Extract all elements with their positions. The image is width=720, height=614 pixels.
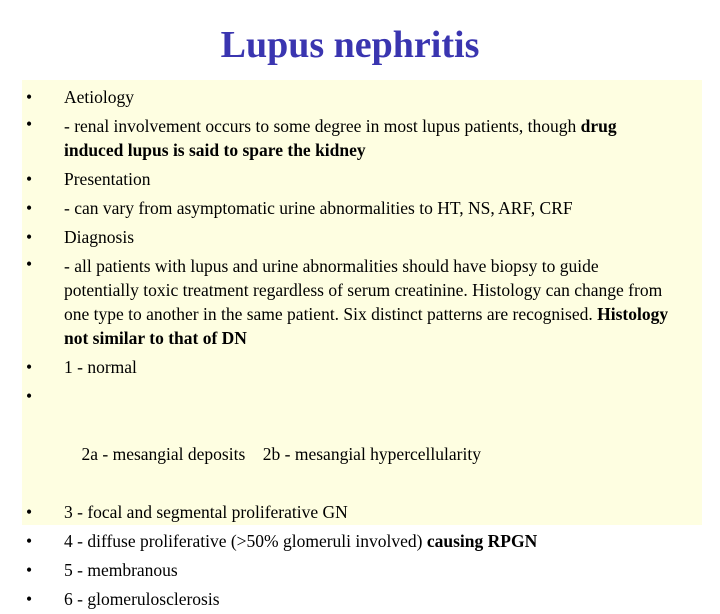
bullet-text: Diagnosis [64, 227, 134, 247]
bullet-text: - renal involvement occurs to some degree in most lupus patients, though [64, 116, 581, 136]
bullet-diagnosis-detail [26, 252, 676, 353]
bullet-diagnosis-heading [26, 223, 676, 252]
bullet-text: 1 - normal [64, 357, 137, 377]
bullet-text: - all patients with lupus and urine abnormalities should have biopsy to guide potentially toxic treatment regardless of serum creatinine. Histology can change from one type to another in the same patient. Six distinct patterns are recognised. [64, 256, 663, 324]
bullet-bold-text: drug induced lupus is said to spare the kidney [64, 116, 617, 160]
bullet-class-3 [26, 498, 676, 527]
bullet-dot: • [26, 198, 33, 218]
bullet-text: - can vary from asymptomatic urine abnormalities to HT, NS, ARF, CRF [64, 198, 573, 218]
bullet-dot: • [26, 531, 33, 551]
bullet-dot: • [26, 254, 33, 274]
bullet-aetiology-detail [26, 112, 676, 165]
bullet-class-2 [26, 382, 676, 498]
bullet-list [26, 83, 676, 614]
bullet-dot: • [26, 227, 33, 247]
bullet-bold-text: causing RPGN [426, 531, 538, 551]
bullet-dot: • [26, 560, 33, 580]
bullet-dot: • [26, 589, 33, 609]
bullet-text: Presentation [64, 169, 151, 189]
bullet-presentation-detail [26, 194, 676, 223]
bullet-aetiology-heading [26, 83, 676, 112]
bullet-dot: • [26, 502, 33, 522]
bullet-text: 6 - glomerulosclerosis [64, 589, 220, 609]
bullet-text: 3 - focal and segmental proliferative GN [64, 502, 348, 522]
slide-title: Lupus nephritis [220, 24, 480, 66]
bullet-presentation-heading [26, 165, 676, 194]
bullet-bold-text: Histology not similar to that of DN [64, 304, 669, 348]
bullet-class-5 [26, 556, 676, 585]
bullet-dot: • [26, 87, 33, 107]
bullet-text: Aetiology [64, 87, 134, 107]
bullet-text: 2a - mesangial deposits 2b - mesangial hypercellularity [81, 444, 481, 464]
bullet-dot: • [26, 357, 33, 377]
bullet-class-1 [26, 353, 676, 382]
bullet-dot: • [26, 386, 33, 406]
bullet-class-6 [26, 585, 676, 614]
bullet-text: 4 - diffuse proliferative (>50% glomeruli involved) [64, 531, 427, 551]
bullet-dot: • [26, 114, 33, 134]
bullet-class-4 [26, 527, 676, 556]
bullet-text: 5 - membranous [64, 560, 178, 580]
bullet-dot: • [26, 169, 33, 189]
